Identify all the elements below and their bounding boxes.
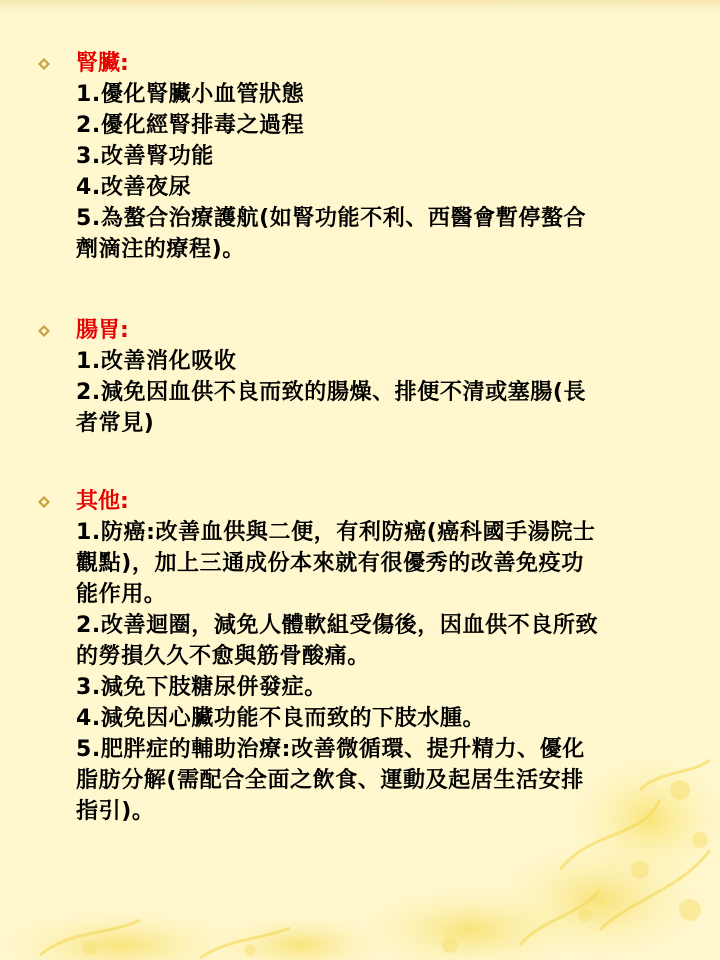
list-item: 1.防癌:改善血供與二便，有利防癌(癌科國手湯院士	[76, 520, 596, 545]
diamond-bullet-icon	[38, 58, 50, 70]
list-item: 能作用。	[76, 582, 167, 607]
list-item: 的勞損久久不愈與筋骨酸痛。	[76, 644, 370, 669]
diamond-bullet-icon	[38, 496, 50, 508]
section-digestive	[38, 315, 698, 445]
list-item: 劑滴注的療程)。	[76, 237, 245, 262]
list-item: 指引)。	[76, 799, 155, 824]
list-item: 5.肥胖症的輔助治療:改善微循環、提升精力、優化	[76, 737, 585, 762]
list-item: 4.改善夜尿	[76, 175, 192, 200]
list-item: 2.減免因血供不良而致的腸燥、排便不清或塞腸(長	[76, 380, 587, 405]
diamond-bullet-icon	[38, 325, 50, 337]
section-kidney	[38, 48, 698, 278]
list-item: 4.減免因心臟功能不良而致的下肢水腫。	[76, 706, 486, 731]
section-heading: 其他:	[76, 489, 129, 514]
list-item: 2.改善迴圈，減免人體軟組受傷後，因血供不良所致	[76, 613, 599, 638]
section-others	[38, 486, 698, 836]
section-heading: 腎臟:	[76, 51, 129, 76]
list-item: 3.改善腎功能	[76, 144, 214, 169]
list-item: 1.優化腎臟小血管狀態	[76, 82, 305, 107]
section-heading: 腸胃:	[76, 318, 129, 343]
list-item: 3.減免下肢糖尿併發症。	[76, 675, 327, 700]
list-item: 1.改善消化吸收	[76, 349, 237, 374]
list-item: 脂肪分解(需配合全面之飲食、運動及起居生活安排	[76, 768, 584, 793]
list-item: 者常見)	[76, 411, 155, 436]
list-item: 2.優化經腎排毒之過程	[76, 113, 305, 138]
list-item: 5.為螯合治療護航(如腎功能不利、西醫會暫停螯合	[76, 206, 587, 231]
list-item: 觀點)，加上三通成份本來就有很優秀的改善免疫功	[76, 551, 584, 576]
